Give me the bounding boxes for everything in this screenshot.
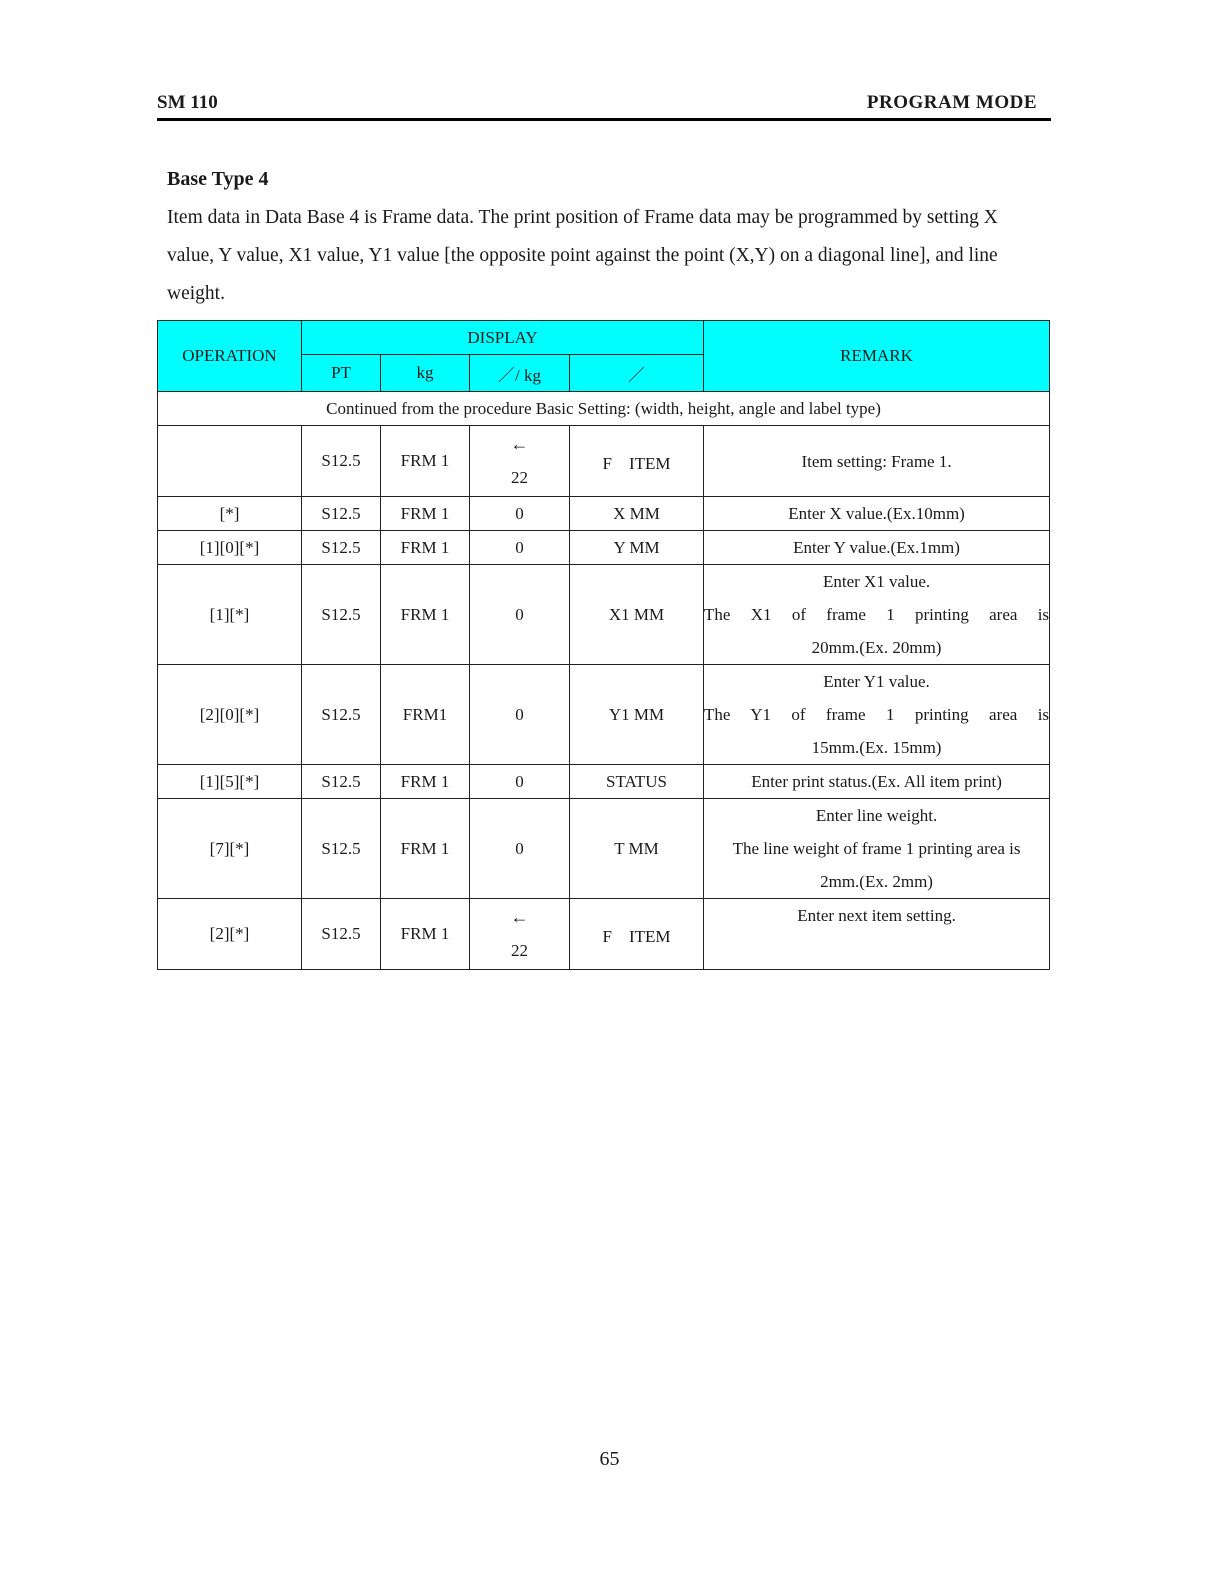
remark-line: The Y1 of frame 1 printing area is — [704, 705, 1050, 724]
remark-cell — [704, 665, 1050, 765]
remark-line: Enter X1 value. — [822, 572, 931, 591]
per-kg-cell — [470, 899, 570, 970]
left-arrow-icon: ← — [510, 434, 529, 454]
remark-cell — [704, 531, 1050, 565]
table-row — [158, 665, 1050, 765]
operation-cell: [1][0][*] — [158, 531, 302, 565]
continued-note: Continued from the procedure Basic Setting: (width, height, angle and label type) — [158, 392, 1050, 426]
table-row — [158, 531, 1050, 565]
remark-line: The X1 of frame 1 printing area is — [704, 605, 1050, 624]
display-cell: Y1 MM — [570, 665, 704, 765]
pt-cell: S12.5 — [302, 565, 381, 665]
table-row — [158, 497, 1050, 531]
per-kg-cell: 0 — [470, 497, 570, 531]
operation-cell: [*] — [158, 497, 302, 531]
per-kg-value: 22 — [511, 468, 528, 487]
section-title: Base Type 4 — [167, 168, 269, 190]
remark-cell — [704, 899, 1050, 970]
per-kg-cell: 0 — [470, 665, 570, 765]
display-cell: F ITEM — [570, 899, 704, 970]
page-header — [157, 90, 1051, 121]
pt-cell: S12.5 — [302, 497, 381, 531]
remark-line: 2mm.(Ex. 2mm) — [820, 872, 933, 891]
remark-line: 20mm.(Ex. 20mm) — [811, 638, 942, 657]
per-kg-cell: 0 — [470, 531, 570, 565]
display-cell: X MM — [570, 497, 704, 531]
remark-line: Enter Y value.(Ex.1mm) — [793, 538, 960, 557]
operation-cell: [7][*] — [158, 799, 302, 899]
section-mode-label: PROGRAM MODE — [866, 92, 1037, 113]
remark-cell — [704, 799, 1050, 899]
header-operation: OPERATION — [158, 321, 302, 392]
kg-cell: FRM 1 — [381, 426, 470, 497]
pt-cell: S12.5 — [302, 899, 381, 970]
table-row — [158, 765, 1050, 799]
display-cell: F ITEM — [570, 426, 704, 497]
pt-cell: S12.5 — [302, 799, 381, 899]
header-blank: ／ — [570, 355, 704, 392]
display-cell: X1 MM — [570, 565, 704, 665]
intro-paragraph: Item data in Data Base 4 is Frame data. The print position of Frame data may be programmed by setting X value, Y value, X1 value, Y1 value [the opposite point against the point (X,Y) on a diagonal line], and line weight. — [167, 207, 998, 304]
per-kg-cell: 0 — [470, 765, 570, 799]
pt-cell: S12.5 — [302, 531, 381, 565]
display-cell: Y MM — [570, 531, 704, 565]
kg-cell: FRM 1 — [381, 565, 470, 665]
header-pt: PT — [302, 355, 381, 392]
remark-line: Item setting: Frame 1. — [801, 451, 952, 471]
remark-cell — [704, 497, 1050, 531]
operation-cell: [1][5][*] — [158, 765, 302, 799]
per-kg-value: 22 — [511, 941, 528, 960]
remark-line: 15mm.(Ex. 15mm) — [811, 738, 942, 757]
header-kg: kg — [381, 355, 470, 392]
remark-line: Enter next item setting. — [797, 906, 956, 925]
per-kg-cell: 0 — [470, 799, 570, 899]
header-per-kg: ／/ kg — [470, 355, 570, 392]
operation-cell: [2][0][*] — [158, 665, 302, 765]
table-row — [158, 899, 1050, 970]
header-display: DISPLAY — [302, 321, 704, 355]
continued-row — [158, 392, 1050, 426]
remark-line: Enter print status.(Ex. All item print) — [751, 772, 1002, 791]
remark-line: The line weight of frame 1 printing area is — [732, 839, 1021, 858]
model-label: SM 110 — [157, 92, 218, 113]
pt-cell: S12.5 — [302, 426, 381, 497]
per-kg-cell: 0 — [470, 565, 570, 665]
left-arrow-icon: ← — [510, 907, 529, 927]
kg-cell: FRM 1 — [381, 765, 470, 799]
table-row — [158, 565, 1050, 665]
procedure-table — [157, 320, 1050, 970]
remark-line: Enter X value.(Ex.10mm) — [788, 504, 965, 523]
header-remark: REMARK — [704, 321, 1050, 392]
per-kg-cell — [470, 426, 570, 497]
pt-cell: S12.5 — [302, 765, 381, 799]
display-cell: STATUS — [570, 765, 704, 799]
kg-cell: FRM 1 — [381, 497, 470, 531]
kg-cell: FRM1 — [381, 665, 470, 765]
operation-cell: [1][*] — [158, 565, 302, 665]
remark-line: Enter line weight. — [815, 806, 938, 825]
kg-cell: FRM 1 — [381, 531, 470, 565]
operation-cell — [158, 426, 302, 497]
remark-cell — [704, 565, 1050, 665]
remark-cell — [704, 765, 1050, 799]
table-row — [158, 426, 1050, 497]
remark-line: Enter Y1 value. — [823, 672, 930, 691]
operation-cell: [2][*] — [158, 899, 302, 970]
kg-cell: FRM 1 — [381, 899, 470, 970]
kg-cell: FRM 1 — [381, 799, 470, 899]
page-number: 65 — [599, 1448, 620, 1470]
display-cell: T MM — [570, 799, 704, 899]
table-row — [158, 799, 1050, 899]
remark-cell — [704, 426, 1050, 497]
pt-cell: S12.5 — [302, 665, 381, 765]
